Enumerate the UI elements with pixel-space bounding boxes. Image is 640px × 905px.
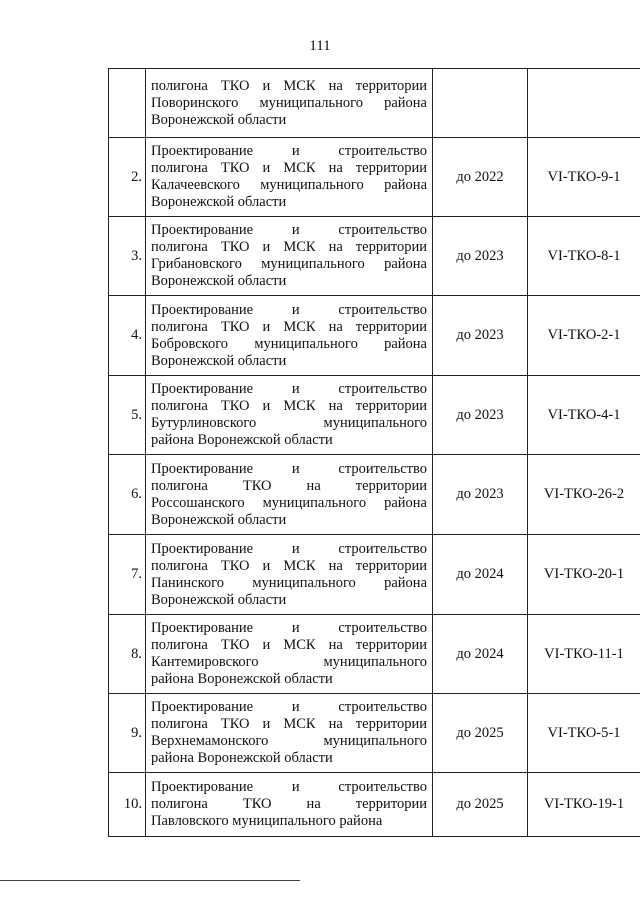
row-number: 8. xyxy=(109,615,146,694)
footer-rule xyxy=(0,880,300,881)
row-deadline: до 2025 xyxy=(433,773,528,837)
row-description xyxy=(146,296,433,376)
description-line: Павловского муниципального района xyxy=(151,813,383,829)
row-deadline: до 2025 xyxy=(433,694,528,773)
description-line: района Воронежской области xyxy=(151,671,333,687)
row-description xyxy=(146,694,433,773)
description-line: Кантемировского муниципального xyxy=(151,654,427,670)
row-deadline: до 2023 xyxy=(433,296,528,376)
description-line: Проектирование и строительство xyxy=(151,779,427,795)
row-deadline: до 2022 xyxy=(433,138,528,217)
page-number: 111 xyxy=(309,38,331,54)
description-line: Поворинского муниципального района xyxy=(151,94,427,111)
row-description xyxy=(146,535,433,615)
row-code: VI-ТКО-11-1 xyxy=(528,615,640,694)
row-code: VI-ТКО-9-1 xyxy=(528,138,640,217)
row-description xyxy=(146,455,433,535)
description-line: Верхнемамонского муниципального xyxy=(151,733,427,749)
description-line: полигона ТКО и МСК на территории xyxy=(151,77,427,94)
description-line: полигона ТКО и МСК на территории xyxy=(151,239,427,255)
row-deadline: до 2023 xyxy=(433,217,528,296)
row-number: 5. xyxy=(109,376,146,455)
description-line: Воронежской области xyxy=(151,511,287,528)
description-line: Россошанского муниципального района xyxy=(151,494,427,511)
description-line: Проектирование и строительство xyxy=(151,620,427,636)
description-line: полигона ТКО и МСК на территории xyxy=(151,716,427,732)
row-description xyxy=(146,376,433,455)
row-deadline xyxy=(433,69,528,138)
description-line: Бутурлиновского муниципального xyxy=(151,415,427,431)
description-line: Воронежской области xyxy=(151,194,287,210)
table-row xyxy=(109,694,640,773)
description-line: Проектирование и строительство xyxy=(151,143,427,159)
row-number: 6. xyxy=(109,455,146,535)
row-number: 2. xyxy=(109,138,146,217)
description-line: Воронежской области xyxy=(151,111,287,128)
row-description xyxy=(146,773,433,837)
row-number: 3. xyxy=(109,217,146,296)
description-line: Проектирование и строительство xyxy=(151,381,427,397)
table-row xyxy=(109,296,640,376)
table-row xyxy=(109,535,640,615)
table-body xyxy=(109,69,640,837)
row-number: 7. xyxy=(109,535,146,615)
facilities-table xyxy=(108,68,640,837)
row-number: 9. xyxy=(109,694,146,773)
description-line: Воронежской области xyxy=(151,352,287,369)
table-row xyxy=(109,376,640,455)
description-line: полигона ТКО и МСК на территории xyxy=(151,637,427,653)
row-code: VI-ТКО-19-1 xyxy=(528,773,640,837)
description-line: Воронежской области xyxy=(151,591,287,608)
description-line: Проектирование и строительство xyxy=(151,540,427,557)
row-number: 10. xyxy=(109,773,146,837)
description-line: полигона ТКО и МСК на территории xyxy=(151,557,427,574)
description-line: Бобровского муниципального района xyxy=(151,335,427,352)
table-row xyxy=(109,455,640,535)
row-number: 4. xyxy=(109,296,146,376)
row-deadline: до 2023 xyxy=(433,376,528,455)
description-line: полигона ТКО и МСК на территории xyxy=(151,318,427,335)
row-description xyxy=(146,138,433,217)
row-description xyxy=(146,217,433,296)
table-row xyxy=(109,138,640,217)
description-line: полигона ТКО и МСК на территории xyxy=(151,160,427,176)
description-line: Панинского муниципального района xyxy=(151,574,427,591)
description-line: полигона ТКО на территории xyxy=(151,796,427,812)
table-row xyxy=(109,217,640,296)
row-code: VI-ТКО-26-2 xyxy=(528,455,640,535)
row-description xyxy=(146,615,433,694)
description-line: Грибановского муниципального района xyxy=(151,256,427,272)
description-line: района Воронежской области xyxy=(151,750,333,766)
table-row xyxy=(109,773,640,837)
row-deadline: до 2023 xyxy=(433,455,528,535)
table-row xyxy=(109,69,640,138)
row-code xyxy=(528,69,640,138)
row-code: VI-ТКО-5-1 xyxy=(528,694,640,773)
description-line: Калачеевского муниципального района xyxy=(151,177,427,193)
description-line: Воронежской области xyxy=(151,273,287,289)
table-row xyxy=(109,615,640,694)
row-description xyxy=(146,69,433,138)
row-code: VI-ТКО-2-1 xyxy=(528,296,640,376)
row-number xyxy=(109,69,146,138)
row-deadline: до 2024 xyxy=(433,615,528,694)
row-code: VI-ТКО-20-1 xyxy=(528,535,640,615)
description-line: Проектирование и строительство xyxy=(151,460,427,477)
description-line: полигона ТКО и МСК на территории xyxy=(151,398,427,414)
row-deadline: до 2024 xyxy=(433,535,528,615)
row-code: VI-ТКО-4-1 xyxy=(528,376,640,455)
description-line: Проектирование и строительство xyxy=(151,699,427,715)
row-code: VI-ТКО-8-1 xyxy=(528,217,640,296)
description-line: района Воронежской области xyxy=(151,432,333,448)
description-line: полигона ТКО на территории xyxy=(151,477,427,494)
description-line: Проектирование и строительство xyxy=(151,222,427,238)
description-line: Проектирование и строительство xyxy=(151,301,427,318)
